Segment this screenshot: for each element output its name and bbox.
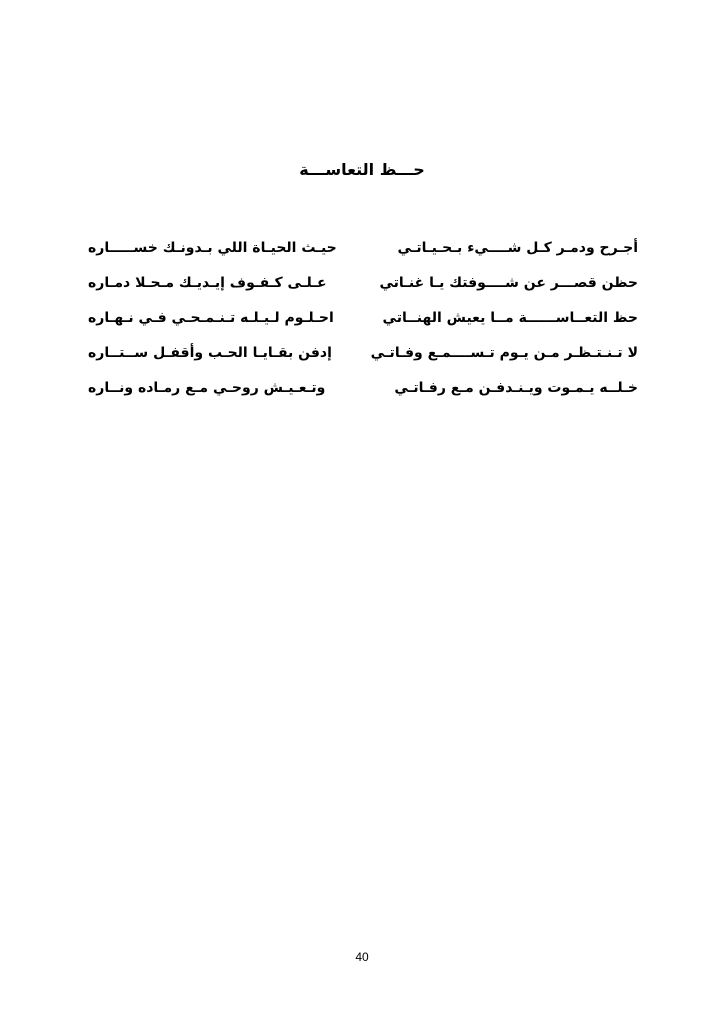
verse-first-hemistich: لا تـنـتـظـر مـن يـوم تـســــمـع وفـاتـي (370, 344, 638, 361)
verse-second-hemistich: وتـعـيـش روحـي مـع رمـاده ونــاره (88, 379, 326, 396)
verse-second-hemistich: عـلـى كـفـوف إيـديـك مـحـلا دمـاره (88, 274, 327, 291)
verse-row (88, 265, 638, 300)
verse-second-hemistich: احـلـوم لـيـلـه تـنـمـحـي فـي نـهـاره (88, 309, 334, 326)
verse-first-hemistich: أجـرح ودمـر كـل شــــيء بـحـيـاتـي (397, 239, 638, 256)
verse-row (88, 230, 638, 265)
poem-body (88, 230, 638, 405)
verse-row (88, 335, 638, 370)
verse-row (88, 300, 638, 335)
verse-second-hemistich: إدفن بقـايـا الحـب وأقفـل ســتــاره (88, 344, 332, 361)
verse-row (88, 370, 638, 405)
verse-first-hemistich: حظ التعــاســــــة مــا يعيش الهنــاتي (382, 309, 638, 326)
page-number: 40 (355, 950, 369, 964)
verse-second-hemistich: حيـث الحيـاة اللي بـدونـك خســـــاره (88, 239, 337, 256)
verse-first-hemistich: خـلــه يـمـوت ويـنـدفـن مـع رفـاتـي (394, 379, 638, 396)
poem-title: حـــظ التعاســـة (299, 160, 425, 179)
verse-first-hemistich: حظن قصـــر عن شــــوفتك يـا غنـاتي (379, 274, 638, 291)
